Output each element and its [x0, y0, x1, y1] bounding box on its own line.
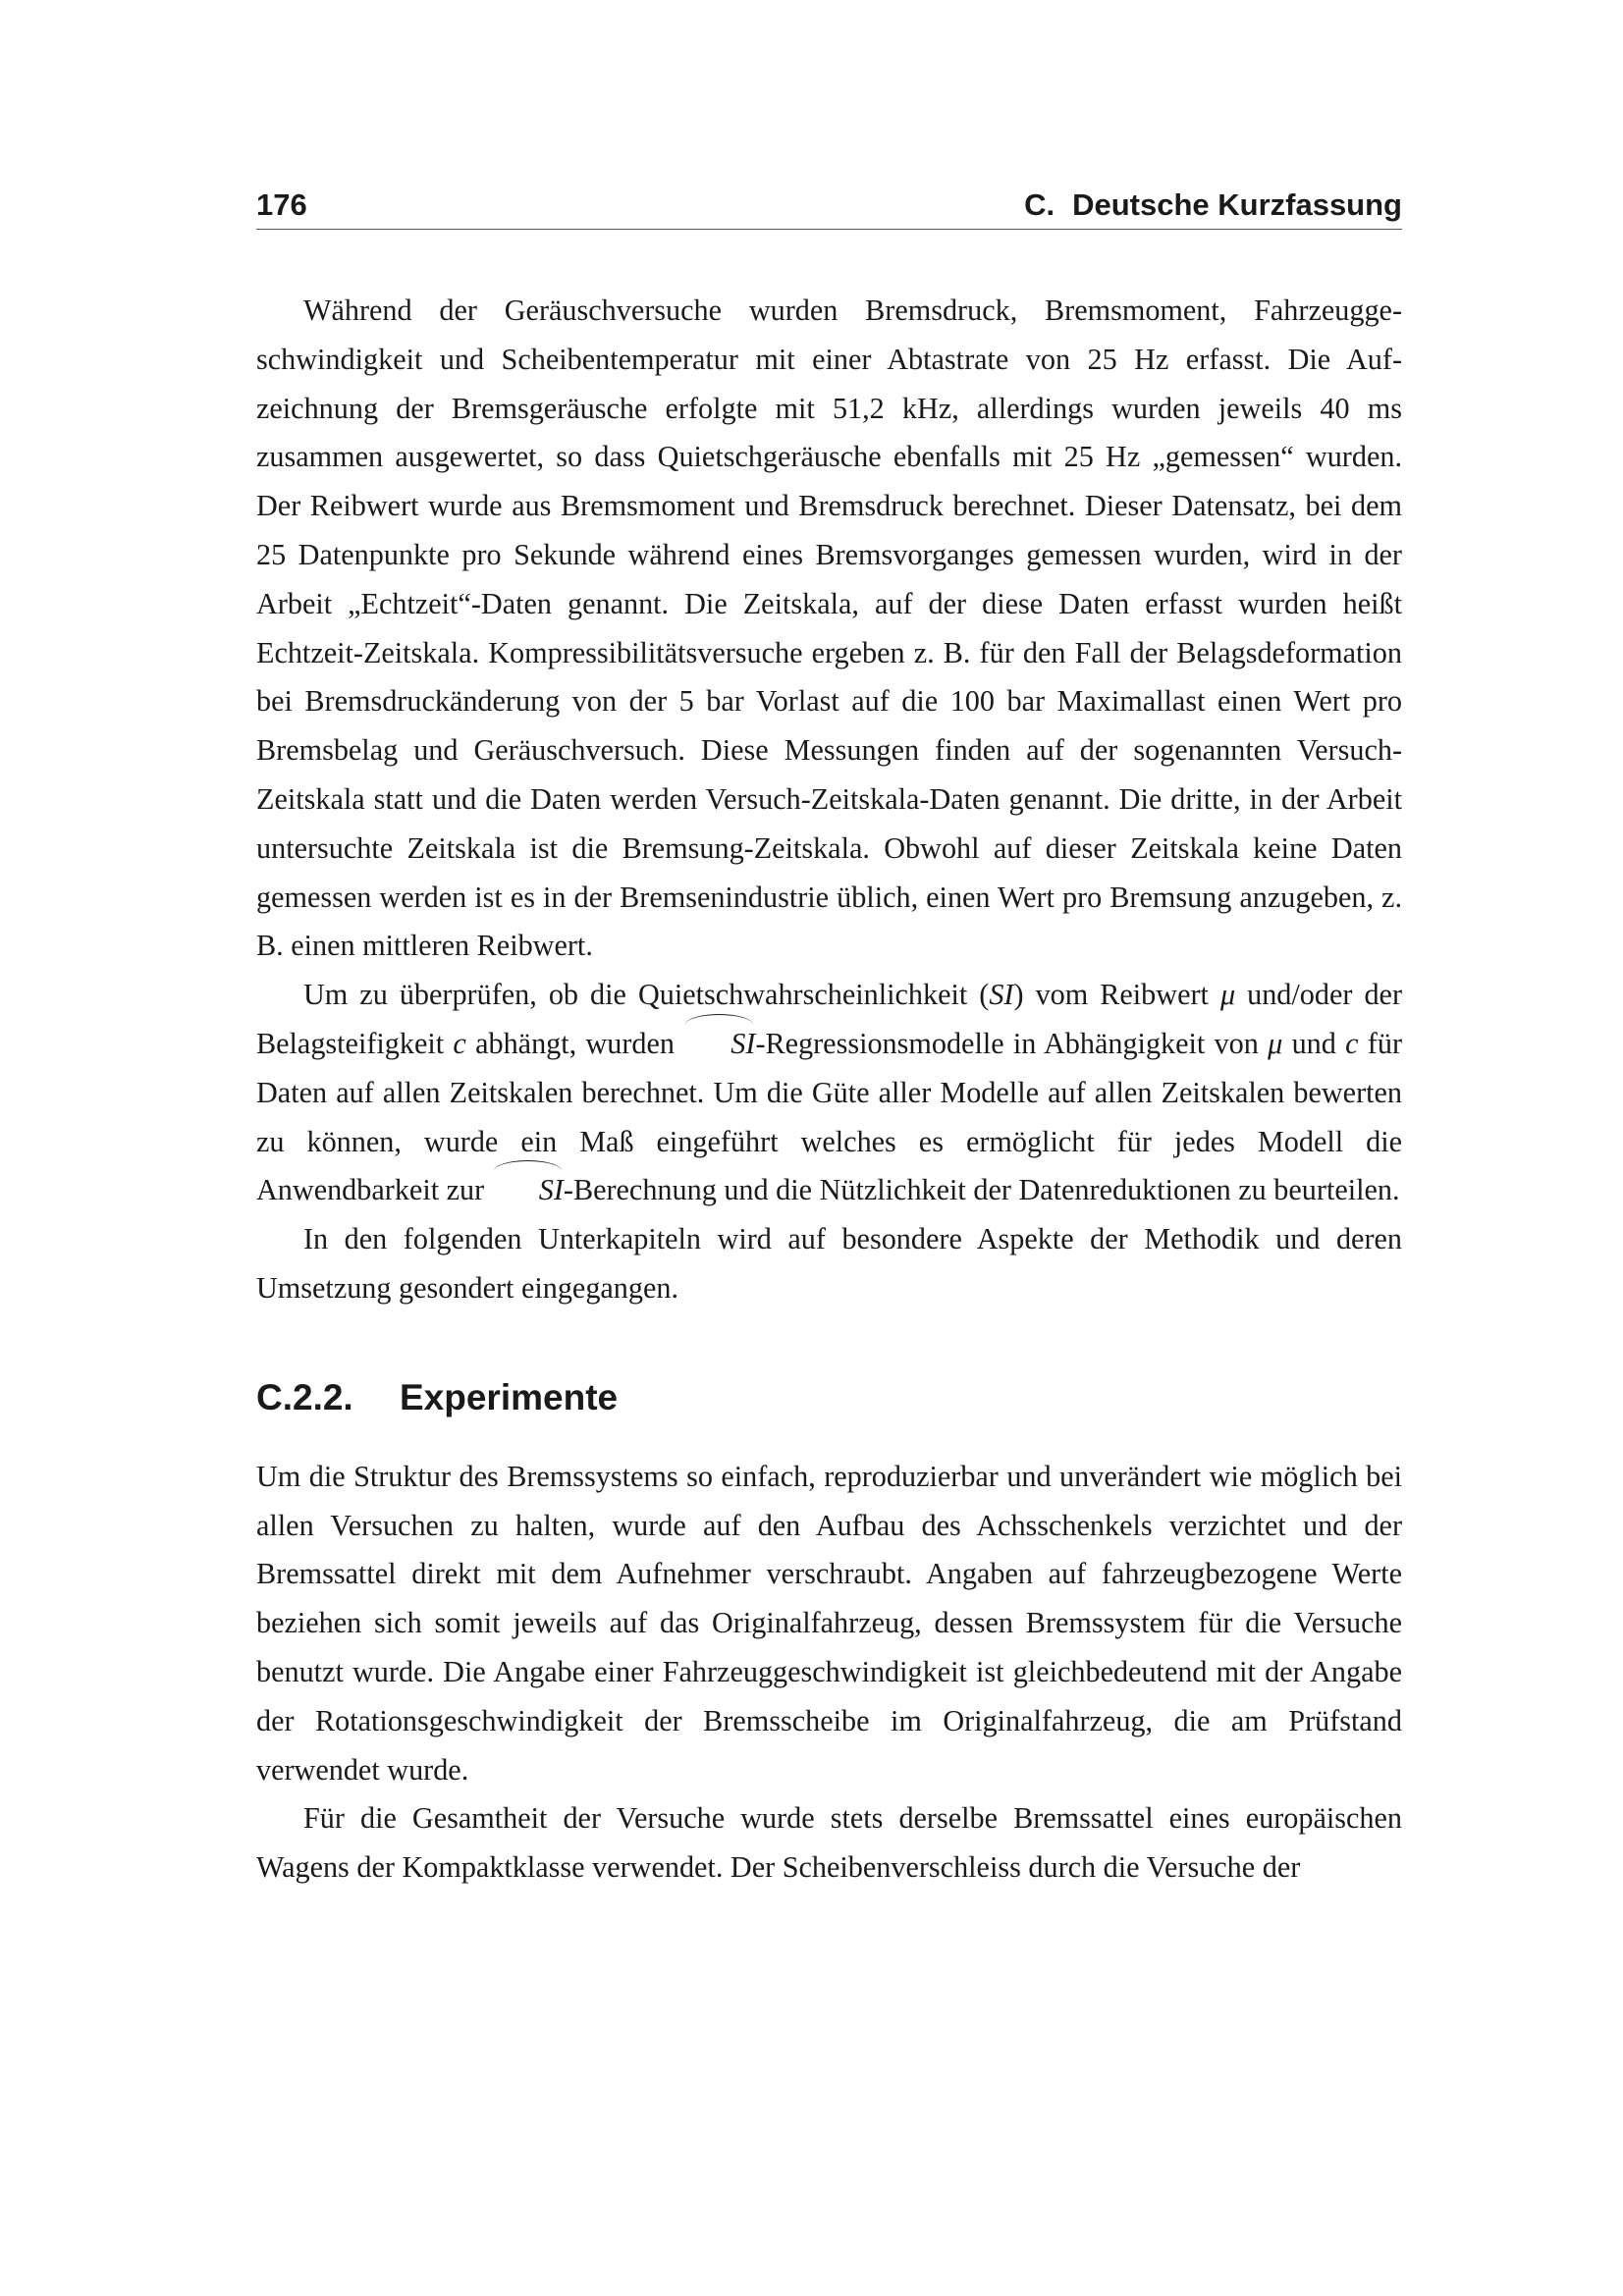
text-span: -Regressionsmodelle in Abhängigkeit von: [755, 1026, 1269, 1060]
section-paragraph-2: Für die Gesamtheit der Versuche wurde stets derselbe Bremssattel eines europäischen Wagens der Kompaktklasse verwendet. Der Scheibenverschleiss durch die Versuche der: [256, 1801, 1402, 1885]
math-c: c: [1345, 1026, 1359, 1060]
chapter-title: Deutsche Kurzfassung: [1072, 187, 1402, 222]
section-number: C.2.2.: [256, 1376, 353, 1417]
paragraph-1: Während der Geräuschversuche wurden Bremsdruck, Bremsmoment, Fahrzeuggeschwindigkeit und Scheibentemperatur mit einer Abtastrate von 25 Hz erfasst. Die Aufzeichnung der Bremsgeräusche erfolgte mit 51,2 kHz, allerdings wurden jeweils 40 ms zusammen ausgewertet, so dass Quietschgeräusche ebenfalls mit 25 Hz „gemessen“ wurden. Der Reibwert wurde aus Bremsmoment und Bremsdruck berechnet. Dieser Datensatz, bei dem 25 Datenpunkte pro Sekunde während eines Bremsvorganges gemessen wurden, wird in der Arbeit „Echtzeit“-Daten genannt. Die Zeitskala, auf der diese Daten erfasst wurden heißt Echtzeit-Zeitskala. Kompressibilitätsversuche ergeben z. B. für den Fall der Belagsdeformation bei Bremsdruckänderung von der 5 bar Vorlast auf die 100 bar Maximallast einen Wert pro Bremsbelag und Geräuschversuch. Diese Messungen finden auf der sogenannten Versuch-Zeitskala statt und die Daten werden Versuch-Zeitskala-Daten genannt. Die dritte, in der Arbeit untersuchte Zeitskala ist die Bremsung-Zeitskala. Obwohl auf dieser Zeitskala keine Daten gemessen werden ist es in der Bremsenindustrie üblich, einen Wert pro Bremsung anzugeben, z. B. einen mittleren Reibwert.: [256, 294, 1402, 963]
text-span: und/oder der Belagsteifigkeit: [256, 978, 1402, 1060]
paragraph-3: In den folgenden Unterkapiteln wird auf besondere Aspekte der Methodik und deren Umsetzung gesondert eingegangen.: [256, 1222, 1402, 1305]
section-title: Experimente: [400, 1376, 619, 1417]
math-si-hat: SI: [683, 1020, 755, 1069]
text-span: und: [1282, 1026, 1346, 1060]
section-heading: [256, 1376, 1402, 1419]
text-span: ) vom Reibwert: [1013, 978, 1220, 1012]
chapter-heading: [1024, 187, 1402, 224]
paragraph-2: [256, 971, 1402, 1215]
text-span: für Daten auf allen Zeitskalen berechnet. Um die Güte aller Modelle auf allen Zeitskalen bewerten zu können, wurde ein Maß eingeführt welches es ermöglicht für jedes Modell die Anwendbarkeit zur: [256, 1026, 1403, 1207]
page: [256, 187, 1402, 1893]
math-mu: μ: [1219, 978, 1236, 1012]
section-paragraph-1: Um die Struktur des Bremssystems so einfach, reproduzierbar und unverändert wie möglich bei allen Versuchen zu halten, wurde auf den Aufbau des Achsschenkels verzichtet und der Bremssattel direkt mit dem Aufnehmer verschraubt. Angaben auf fahrzeugbezogene Werte beziehen sich somit jeweils auf das Originalfahrzeug, dessen Bremssystem für die Versuche benutzt wurde. Die Angabe einer Fahrzeuggeschwindigkeit ist gleichbedeutend mit der Angabe der Rotationsgeschwindigkeit der Bremsscheibe im Originalfahrzeug, die am Prüfstand verwendet wurde.: [256, 1459, 1402, 1787]
math-c: c: [453, 1026, 466, 1060]
text-span: abhängt, wurden: [465, 1026, 684, 1060]
chapter-number: C.: [1024, 187, 1055, 222]
math-mu: μ: [1268, 1026, 1283, 1060]
body-text: [256, 287, 1402, 1893]
text-span: Um zu überprüfen, ob die Quietschwahrscheinlichkeit (: [303, 978, 990, 1012]
page-number: 176: [256, 187, 307, 222]
math-si: SI: [989, 978, 1014, 1012]
text-span: -Berechnung und die Nützlichkeit der Datenreduktionen zu beurteilen.: [563, 1173, 1400, 1207]
running-head: [256, 187, 1402, 230]
math-si-hat: SI: [492, 1166, 564, 1215]
